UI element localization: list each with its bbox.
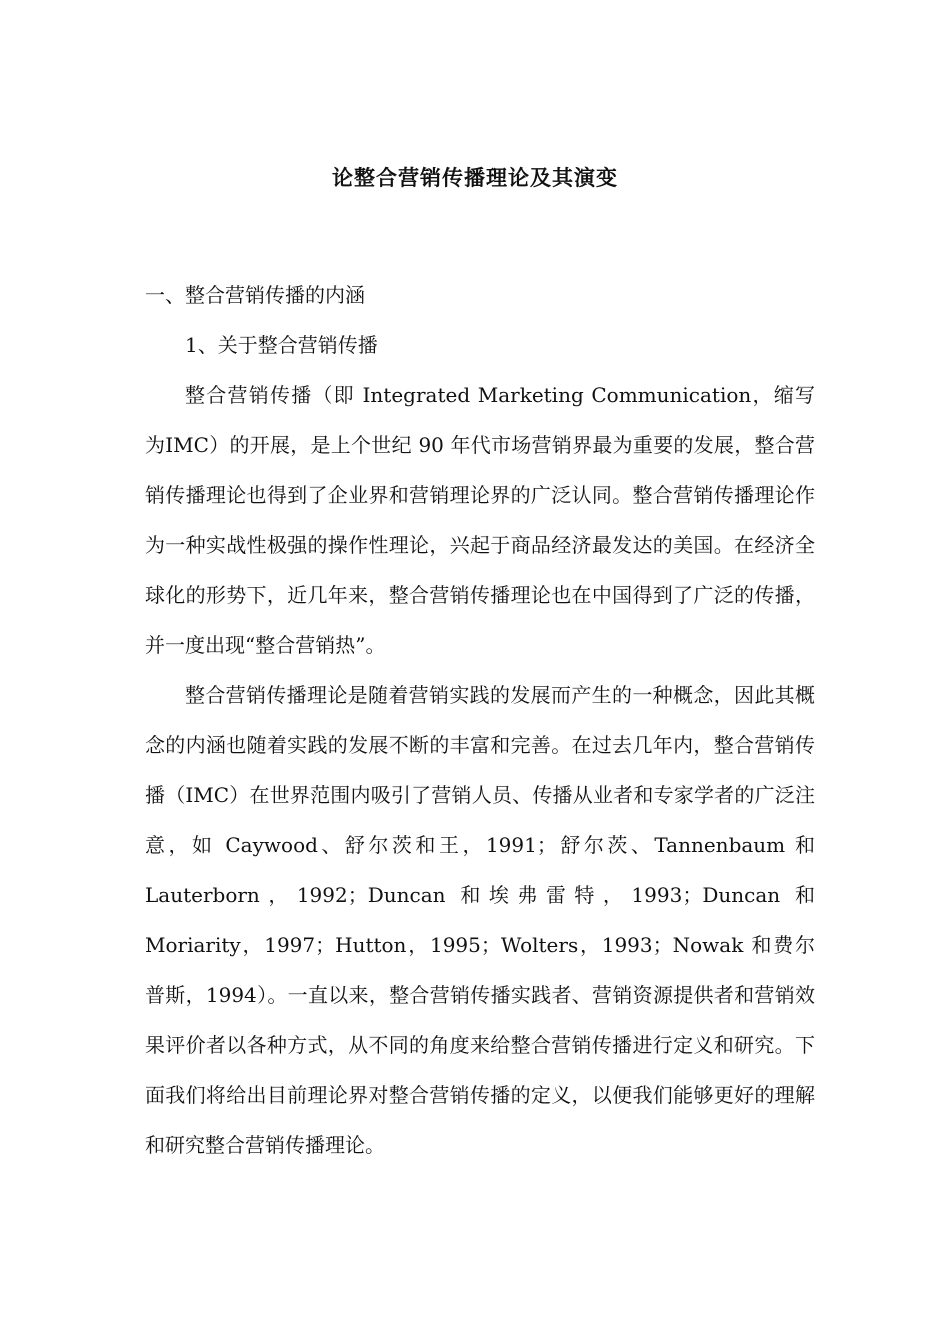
document-title: 论整合营销传播理论及其演变 xyxy=(332,165,618,190)
body-paragraph: 整合营销传播（即 Integrated Marketing Communication，缩写为IMC）的开展，是上个世纪 90 年代市场营销界最为重要的发展，整合营销传播理论也得到了企业界和营销理论界的广泛认同。整合营销传播理论作为一种实战性极强的操作性理论，兴起于商品经济最发达的美国。在经济全球化的形势下，近几年来，整合营销传播理论也在中国得到了广泛的传播，并一度出现“整合营销热”。 xyxy=(145,383,815,657)
body-paragraph: 整合营销传播理论是随着营销实践的发展而产生的一种概念，因此其概念的内涵也随着实践的发展不断的丰富和完善。在过去几年内，整合营销传播（IMC）在世界范围内吸引了营销人员、传播从业者和专家学者的广泛注意，如 Caywood、舒尔茨和王，1991；舒尔茨、Tannenbaum 和 Lauterborn，1992；Duncan 和埃弗雷特，1993；Duncan 和 Moriarity，1997；Hutton，1995；Wolters，1993；Nowak 和费尔普斯，1994）。一直以来，整合营销传播实践者、营销资源提供者和营销效果评价者以各种方式，从不同的角度来给整合营销传播进行定义和研究。下面我们将给出目前理论界对整合营销传播的定义，以便我们能够更好的理解和研究整合营销传播理论。 xyxy=(145,683,815,1157)
subsection-heading: 1、关于整合营销传播 xyxy=(185,333,378,357)
document-body xyxy=(145,280,815,1170)
section-heading: 一、整合营销传播的内涵 xyxy=(145,283,365,307)
